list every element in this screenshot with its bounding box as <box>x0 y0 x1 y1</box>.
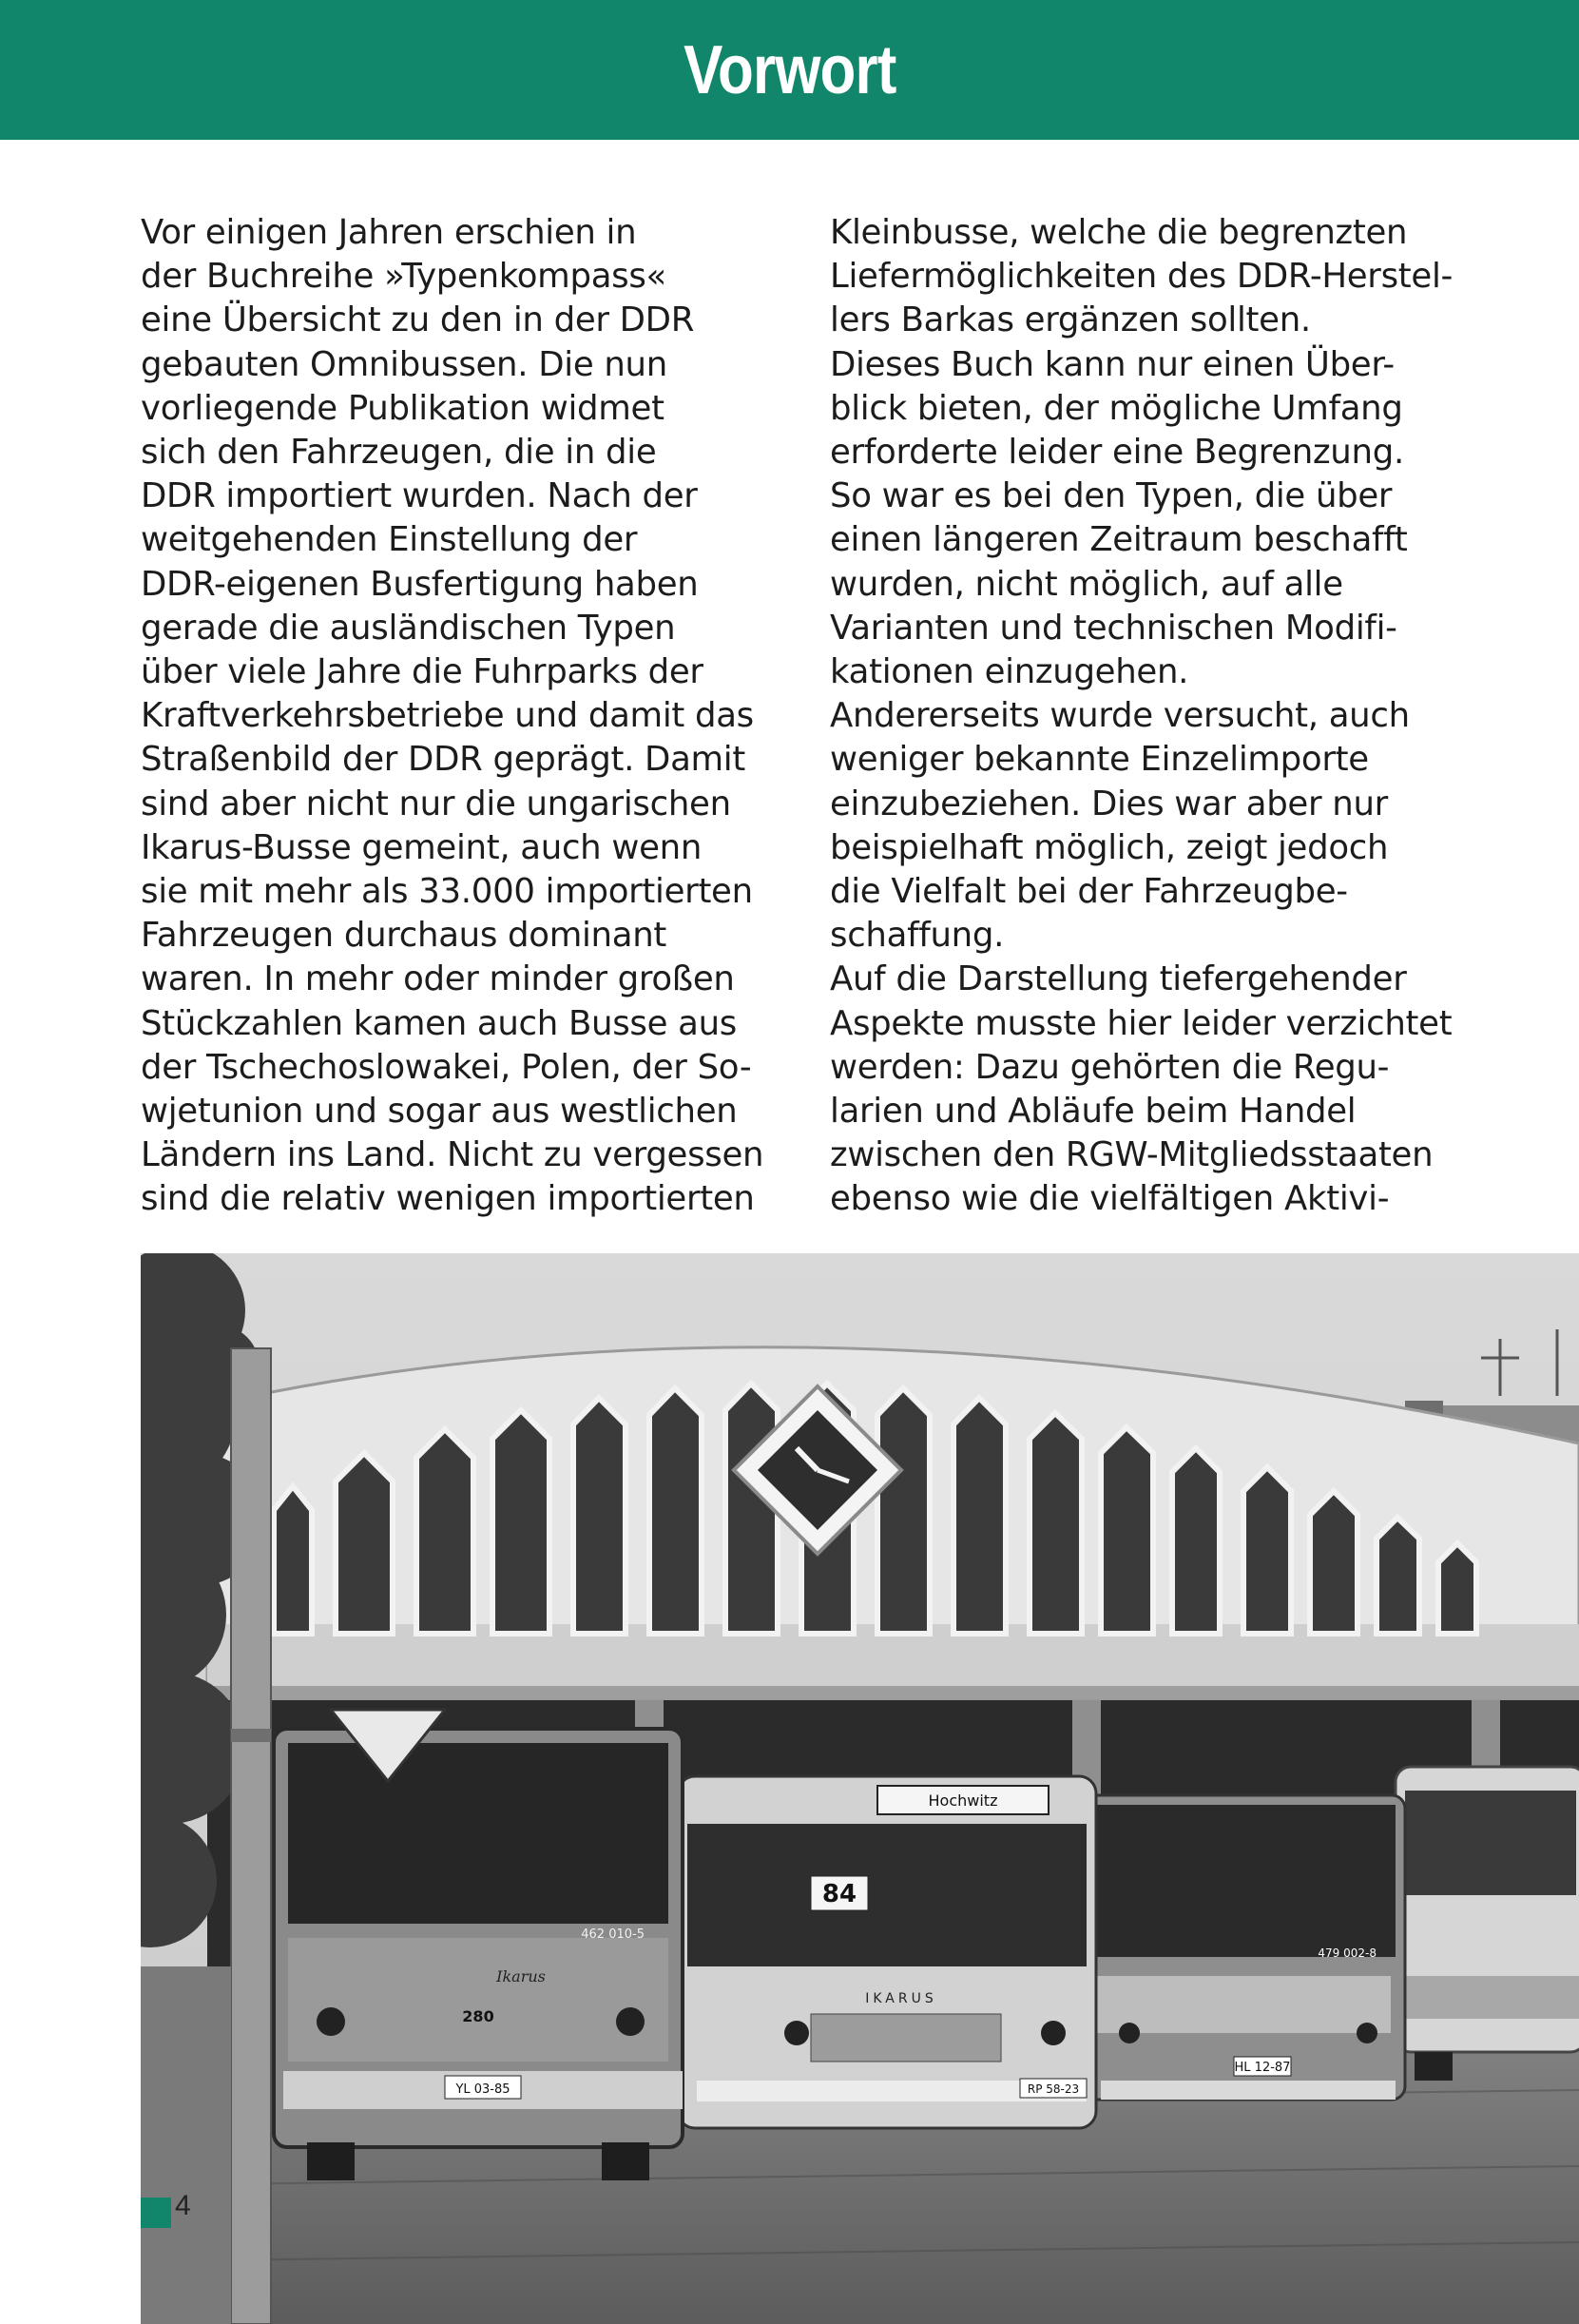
text-column-left <box>141 211 806 1222</box>
text-line: die Vielfalt bei der Fahrzeugbe- <box>830 872 1348 912</box>
text-line: waren. In mehr oder minder großen <box>141 959 735 999</box>
text-line: sich den Fahrzeugen, die in die <box>141 433 657 473</box>
bus1-plate: YL 03-85 <box>455 2082 510 2097</box>
bus3-plate: HL 12-87 <box>1234 2061 1291 2075</box>
text-line: gerade die ausländischen Typen <box>141 608 676 648</box>
text-line: lers Barkas ergänzen sollten. <box>830 300 1311 340</box>
text-line: Stückzahlen kamen auch Busse aus <box>141 1003 737 1043</box>
text-line: weitgehenden Einstellung der <box>141 520 638 560</box>
text-line: über viele Jahre die Fuhrparks der <box>141 652 703 692</box>
text-line: So war es bei den Typen, die über <box>830 476 1393 516</box>
text-line: zwischen den RGW-Mitgliedsstaaten <box>830 1135 1434 1175</box>
text-line: wurden, nicht möglich, auf alle <box>830 564 1343 604</box>
bus-3 <box>1082 1795 1405 2100</box>
bus3-fleet-number: 479 002-8 <box>1318 1946 1377 1960</box>
text-line: Kraftverkehrsbetriebe und damit das <box>141 696 754 736</box>
text-line: wjetunion und sogar aus westlichen <box>141 1092 738 1132</box>
text-line: eine Übersicht zu den in der DDR <box>141 300 695 340</box>
text-line: sie mit mehr als 33.000 importierten <box>141 872 753 912</box>
page-number: 4 <box>175 2190 191 2221</box>
bus1-brand: Ikarus <box>496 1967 546 1985</box>
text-line: kationen einzugehen. <box>830 652 1189 692</box>
text-line: vorliegende Publikation widmet <box>141 388 664 428</box>
text-line: larien und Abläufe beim Handel <box>830 1092 1357 1132</box>
text-line: DDR-eigenen Busfertigung haben <box>141 564 699 604</box>
bus1-model: 280 <box>462 2007 494 2025</box>
text-line: gebauten Omnibussen. Die nun <box>141 344 667 384</box>
route-number: 84 <box>821 1880 857 1908</box>
page-marker <box>141 2198 171 2228</box>
text-line: Straßenbild der DDR geprägt. Damit <box>141 740 745 780</box>
text-line: erforderte leider eine Begrenzung. <box>830 433 1404 473</box>
text-line: weniger bekannte Einzelimporte <box>830 740 1369 780</box>
text-line: Andererseits wurde versucht, auch <box>830 696 1410 736</box>
text-line: der Buchreihe »Typenkompass« <box>141 257 666 297</box>
text-line: Ikarus-Busse gemeint, auch wenn <box>141 827 703 867</box>
text-line: einen längeren Zeitraum beschafft <box>830 520 1408 560</box>
bus2-brand: IKARUS <box>865 1991 937 2006</box>
destination-sign: Hochwitz <box>928 1791 998 1810</box>
text-line: der Tschechoslowakei, Polen, der So- <box>141 1047 752 1087</box>
text-line: beispielhaft möglich, zeigt jedoch <box>830 827 1389 867</box>
text-line: DDR importiert wurden. Nach der <box>141 476 698 516</box>
text-line: Aspekte musste hier leider verzichtet <box>830 1003 1453 1043</box>
text-line: einzubeziehen. Dies war aber nur <box>830 784 1388 823</box>
text-line: schaffung. <box>830 916 1005 956</box>
bus-4 <box>1396 1767 1579 2081</box>
text-line: sind die relativ wenigen importierten <box>141 1179 755 1219</box>
bus-1 <box>274 1729 683 2180</box>
text-line: sind aber nicht nur die ungarischen <box>141 784 731 823</box>
bus-2 <box>678 1776 1096 2128</box>
text-line: ebenso wie die vielfältigen Aktivi- <box>830 1179 1390 1219</box>
utility-pole <box>231 1348 271 2324</box>
text-line: Kleinbusse, welche die begrenzten <box>830 213 1408 252</box>
text-line: Fahrzeugen durchaus dominant <box>141 916 667 956</box>
text-line: Auf die Darstellung tiefergehender <box>830 959 1407 999</box>
bus1-fleet-number: 462 010-5 <box>581 1927 645 1942</box>
text-line: werden: Dazu gehörten die Regu- <box>830 1047 1390 1087</box>
text-line: Liefermöglichkeiten des DDR-Herstel- <box>830 257 1454 297</box>
chapter-header <box>0 0 1579 140</box>
chapter-title: Vorwort <box>683 31 896 108</box>
bus2-plate: RP 58-23 <box>1027 2082 1080 2096</box>
text-line: Dieses Buch kann nur einen Über- <box>830 344 1395 384</box>
text-line: blick bieten, der mögliche Umfang <box>830 388 1403 428</box>
text-column-right <box>830 211 1495 1222</box>
text-line: Vor einigen Jahren erschien in <box>141 213 637 252</box>
text-line: Varianten und technischen Modifi- <box>830 608 1397 648</box>
text-line: Ländern ins Land. Nicht zu vergessen <box>141 1135 764 1175</box>
bus-depot-photo <box>141 1253 1579 2324</box>
